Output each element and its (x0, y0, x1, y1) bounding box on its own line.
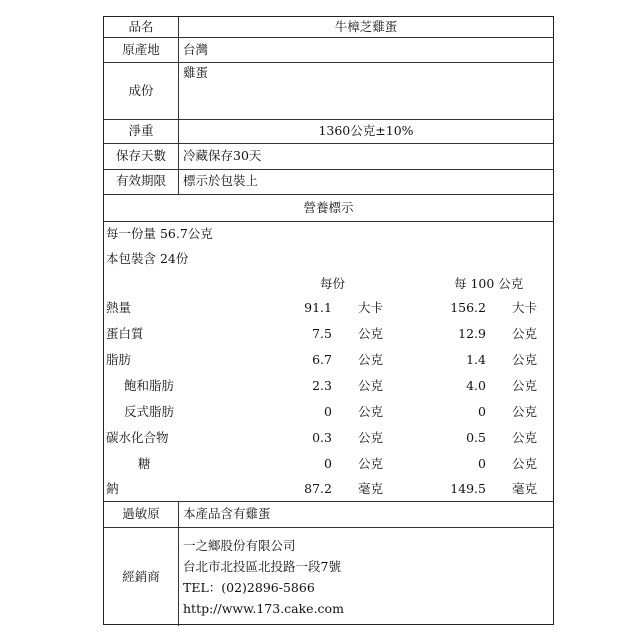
allergen-label: 過敏原 (122, 506, 160, 521)
divider (104, 221, 553, 222)
nutrient-name: 熱量 (106, 300, 132, 315)
per-serving-unit: 公克 (358, 456, 384, 471)
per-100g-unit: 大卡 (512, 300, 538, 315)
per-100g-value: 4.0 (466, 378, 486, 393)
per-serving-value: 87.2 (304, 481, 332, 496)
allergen-value: 本產品含有雞蛋 (183, 506, 271, 521)
per-100g-value: 149.5 (450, 481, 486, 496)
per-serving-value: 0 (324, 404, 332, 419)
divider (104, 119, 553, 120)
divider (104, 62, 553, 63)
per-serving-value: 2.3 (312, 378, 332, 393)
product-info-sheet (103, 16, 554, 625)
storage-value: 冷藏保存30天 (183, 148, 262, 163)
per-100g-value: 0 (478, 456, 486, 471)
column-divider (178, 17, 179, 195)
serving-size: 每一份量 56.7公克 (106, 226, 213, 241)
net-weight-label: 淨重 (128, 123, 154, 138)
per-serving-value: 6.7 (312, 352, 332, 367)
per-100g-value: 156.2 (450, 300, 486, 315)
per-serving-value: 91.1 (304, 300, 332, 315)
per-serving-unit: 公克 (358, 404, 384, 419)
distributor-company: 一之鄉股份有限公司 (183, 538, 296, 553)
nutrient-name: 反式脂肪 (124, 404, 175, 419)
nutrient-name: 糖 (138, 456, 151, 471)
per-serving-unit: 公克 (358, 430, 384, 445)
divider (104, 194, 553, 195)
distributor-label: 經銷商 (122, 569, 160, 584)
nutrient-name: 飽和脂肪 (124, 378, 175, 393)
divider (104, 37, 553, 38)
expiry-label: 有效期限 (115, 173, 166, 188)
per-100g-unit: 公克 (512, 456, 538, 471)
per-serving-unit: 公克 (358, 326, 384, 341)
per-serving-value: 0 (324, 456, 332, 471)
distributor-website: http://www.173.cake.com (183, 601, 344, 616)
nutrient-name: 碳水化合物 (106, 430, 169, 445)
divider (104, 527, 553, 528)
product-name-label: 品名 (128, 19, 154, 34)
origin-value: 台灣 (183, 42, 209, 57)
divider (104, 169, 553, 170)
distributor-tel: TEL：(02)2896-5866 (183, 580, 315, 595)
ingredients-label: 成份 (128, 83, 154, 98)
column-divider (178, 501, 179, 626)
per-100g-unit: 公克 (512, 430, 538, 445)
per-100g-value: 1.4 (466, 352, 486, 367)
origin-label: 原產地 (122, 42, 160, 57)
per-serving-value: 0.3 (312, 430, 332, 445)
storage-label: 保存天數 (115, 148, 166, 163)
distributor-address: 台北市北投區北投路一段7號 (183, 559, 341, 574)
per-serving-unit: 公克 (358, 378, 384, 393)
per-serving-unit: 毫克 (358, 481, 384, 496)
ingredients-value: 雞蛋 (183, 65, 209, 80)
per-serving-unit: 大卡 (358, 300, 384, 315)
product-name-value: 牛樟芝雞蛋 (334, 19, 398, 34)
divider (104, 143, 553, 144)
per-100g-value: 12.9 (458, 326, 486, 341)
col-per-serving: 每份 (320, 276, 346, 291)
divider (104, 501, 553, 502)
per-100g-unit: 毫克 (512, 481, 538, 496)
net-weight-value: 1360公克±10% (318, 123, 414, 138)
nutrient-name: 脂肪 (106, 352, 132, 367)
per-100g-unit: 公克 (512, 326, 538, 341)
per-100g-value: 0 (478, 404, 486, 419)
per-100g-unit: 公克 (512, 352, 538, 367)
per-serving-value: 7.5 (312, 326, 332, 341)
expiry-value: 標示於包裝上 (183, 173, 259, 188)
nutrition-title: 營養標示 (303, 200, 354, 215)
col-per-100g: 每 100 公克 (454, 276, 524, 291)
per-100g-unit: 公克 (512, 404, 538, 419)
nutrient-name: 鈉 (106, 481, 119, 496)
servings-per-package: 本包裝含 24份 (106, 251, 189, 266)
nutrient-name: 蛋白質 (106, 326, 144, 341)
per-100g-value: 0.5 (466, 430, 486, 445)
per-serving-unit: 公克 (358, 352, 384, 367)
per-100g-unit: 公克 (512, 378, 538, 393)
